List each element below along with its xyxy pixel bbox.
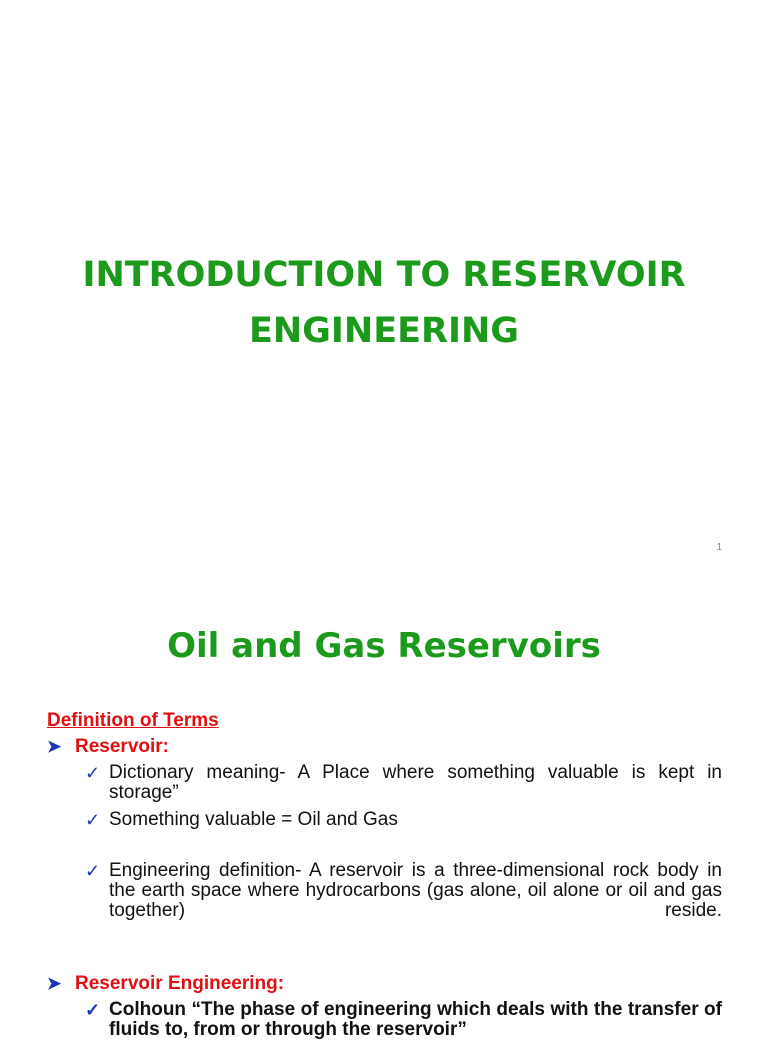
bullet-reservoir-engineering-label: Reservoir Engineering:: [75, 973, 285, 994]
sub-bullet-text: Engineering definition- A reservoir is a three-dimensional rock body in the earth space where hydrocarbons (gas alone, oil alone or oil and gas together) reside.: [109, 860, 722, 921]
arrow-right-icon: ➤: [47, 974, 62, 993]
bullet-reservoir-label: Reservoir:: [75, 736, 169, 757]
checkmark-icon: ✓: [85, 810, 101, 830]
sub-bullet-dictionary: [85, 763, 722, 803]
bullet-reservoir-engineering: [47, 973, 284, 995]
sub-bullet-valuable: [85, 810, 722, 830]
bullet-reservoir: [47, 736, 169, 758]
checkmark-icon: ✓: [85, 861, 101, 881]
slide1-title: [0, 247, 768, 359]
slide1-title-line1: INTRODUCTION TO RESERVOIR: [82, 255, 686, 295]
section-heading: Definition of Terms: [47, 710, 219, 731]
slide2-title: Oil and Gas Reservoirs: [167, 626, 601, 666]
checkmark-icon: ✓: [85, 1000, 101, 1020]
slide-page-number: 1: [716, 542, 722, 553]
slide1-title-line2: ENGINEERING: [248, 311, 520, 351]
arrow-right-icon: ➤: [47, 737, 62, 756]
sub-bullet-engineering-definition: [85, 861, 722, 921]
sub-bullet-text: Dictionary meaning- A Place where something valuable is kept in storage”: [109, 762, 722, 803]
sub-bullet-text: Colhoun “The phase of engineering which deals with the transfer of fluids to, from or through the reservoir”: [109, 999, 722, 1040]
sub-bullet-colhoun: [85, 1000, 722, 1040]
checkmark-icon: ✓: [85, 763, 101, 783]
sub-bullet-text: Something valuable = Oil and Gas: [109, 809, 398, 830]
